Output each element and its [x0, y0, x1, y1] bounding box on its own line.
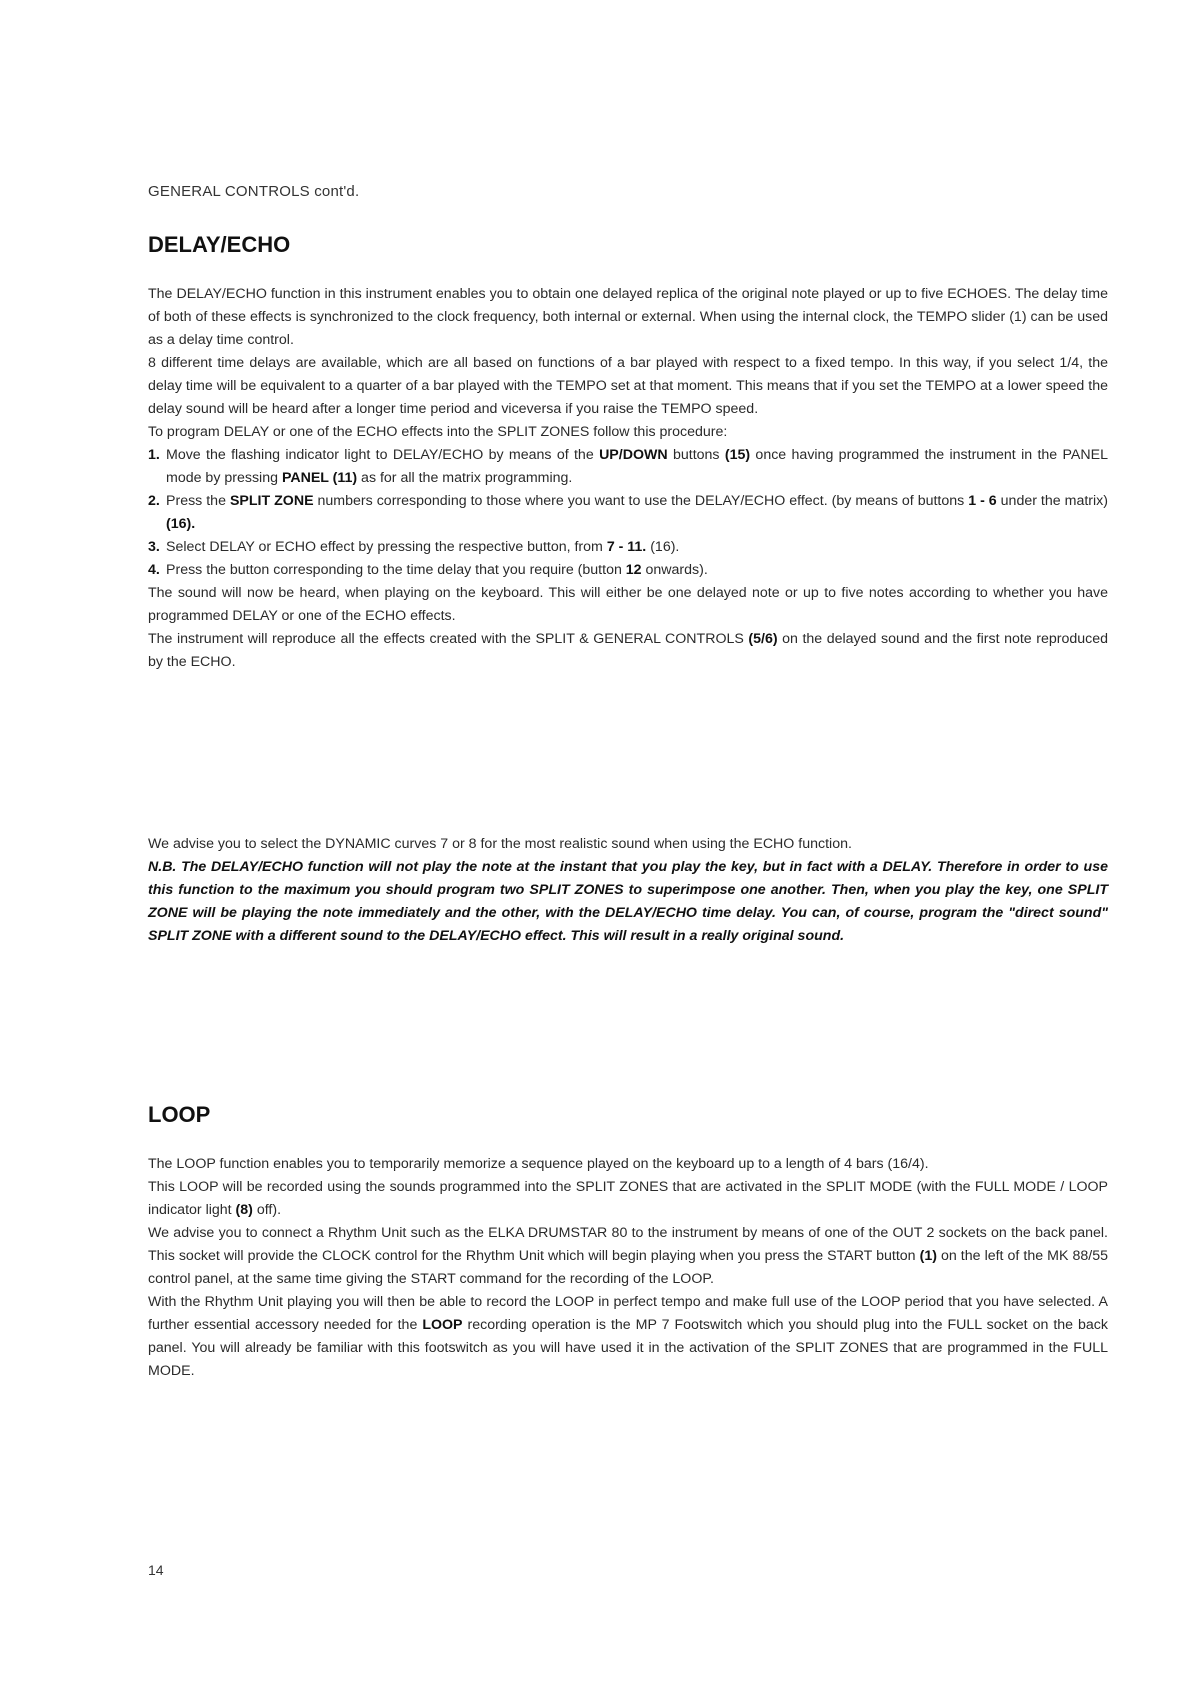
dynamic-advice-paragraph: We advise you to select the DYNAMIC curves 7 or 8 for the most realistic sound when using the ECHO function.	[148, 836, 852, 852]
page-header: GENERAL CONTROLS cont'd.	[148, 183, 360, 200]
procedure-step	[148, 559, 1108, 582]
step-text: Select DELAY or ECHO effect by pressing the respective button, from 7 - 11. (16).	[166, 539, 680, 555]
section-title-delay-echo: DELAY/ECHO	[148, 232, 291, 257]
delay-effects-paragraph: The instrument will reproduce all the effects created with the SPLIT & GENERAL CONTROLS (5/6) on the delayed sound and the first note reproduced by the ECHO.	[148, 631, 1109, 670]
loop-body	[148, 1153, 1108, 1383]
step-text: Move the flashing indicator light to DELAY/ECHO by means of the UP/DOWN buttons (15) once having programmed the instrument in the PANEL mode by pressing PANEL (11) as for all the matrix programming.	[166, 447, 1108, 486]
delay-procedure-paragraph: To program DELAY or one of the ECHO effects into the SPLIT ZONES follow this procedure:	[148, 424, 728, 440]
delay-intro-paragraph: The DELAY/ECHO function in this instrument enables you to obtain one delayed replica of the original note played or up to five ECHOES. The delay time of both of these effects is synchronized to the clock frequency, both internal or external. When using the internal clock, the TEMPO slider (1) can be used as a delay time control.	[148, 286, 1108, 348]
loop-rhythm-paragraph: We advise you to connect a Rhythm Unit such as the ELKA DRUMSTAR 80 to the instrument by means of one of the OUT 2 sockets on the back panel. This socket will provide the CLOCK control for the Rhythm Unit which will begin playing when you press the START button (1) on the left of the MK 88/55 control panel, at the same time giving the START command for the recording of the LOOP.	[148, 1225, 1108, 1287]
procedure-step	[148, 490, 1108, 536]
delay-time-paragraph: 8 different time delays are available, which are all based on functions of a bar played with respect to a fixed tempo. In this way, if you select 1/4, the delay time will be equivalent to a quarter of a bar played with the TEMPO set at that moment. This means that if you set the TEMPO at a lower speed the delay sound will be heard after a longer time period and viceversa if you raise the TEMPO speed.	[148, 355, 1108, 417]
loop-intro-paragraph: The LOOP function enables you to temporarily memorize a sequence played on the keyboard up to a length of 4 bars (16/4).	[148, 1156, 929, 1172]
nb-note-paragraph: N.B. The DELAY/ECHO function will not play the note at the instant that you play the key, but in fact with a DELAY. Therefore in order to use this function to the maximum you should program two SPLIT ZONES to superimpose one another. Then, when you play the key, one SPLIT ZONE will be playing the note immediately and the other, with the DELAY/ECHO time delay. You can, of course, program the "direct sound" SPLIT ZONE with a different sound to the DELAY/ECHO effect. This will result in a really original sound.	[148, 859, 1108, 944]
step-number: 1.	[148, 447, 160, 463]
delay-result-paragraph: The sound will now be heard, when playing on the keyboard. This will either be one delayed note or up to five notes according to whether you have programmed DELAY or one of the ECHO effects.	[148, 585, 1108, 624]
section-title-loop: LOOP	[148, 1102, 211, 1127]
page-number: 14	[148, 1562, 164, 1578]
step-number: 2.	[148, 493, 160, 509]
procedure-step	[148, 444, 1108, 490]
loop-footswitch-paragraph: With the Rhythm Unit playing you will then be able to record the LOOP in perfect tempo and make full use of the LOOP period that you have selected. A further essential accessory needed for the LOOP recording operation is the MP 7 Footswitch which you should plug into the FULL socket on the back panel. You will already be familiar with this footswitch as you will have used it in the activation of the SPLIT ZONES that are programmed in the FULL MODE.	[148, 1294, 1108, 1379]
step-number: 3.	[148, 539, 160, 555]
step-text: Press the button corresponding to the time delay that you require (button 12 onwards).	[166, 562, 708, 578]
delay-advice-body	[148, 833, 1108, 948]
step-number: 4.	[148, 562, 160, 578]
delay-echo-body	[148, 283, 1108, 674]
step-text: Press the SPLIT ZONE numbers corresponding to those where you want to use the DELAY/ECHO effect. (by means of buttons 1 - 6 under the matrix) (16).	[166, 493, 1108, 532]
loop-recording-paragraph: This LOOP will be recorded using the sounds programmed into the SPLIT ZONES that are activated in the SPLIT MODE (with the FULL MODE / LOOP indicator light (8) off).	[148, 1179, 1108, 1218]
procedure-step	[148, 536, 1108, 559]
